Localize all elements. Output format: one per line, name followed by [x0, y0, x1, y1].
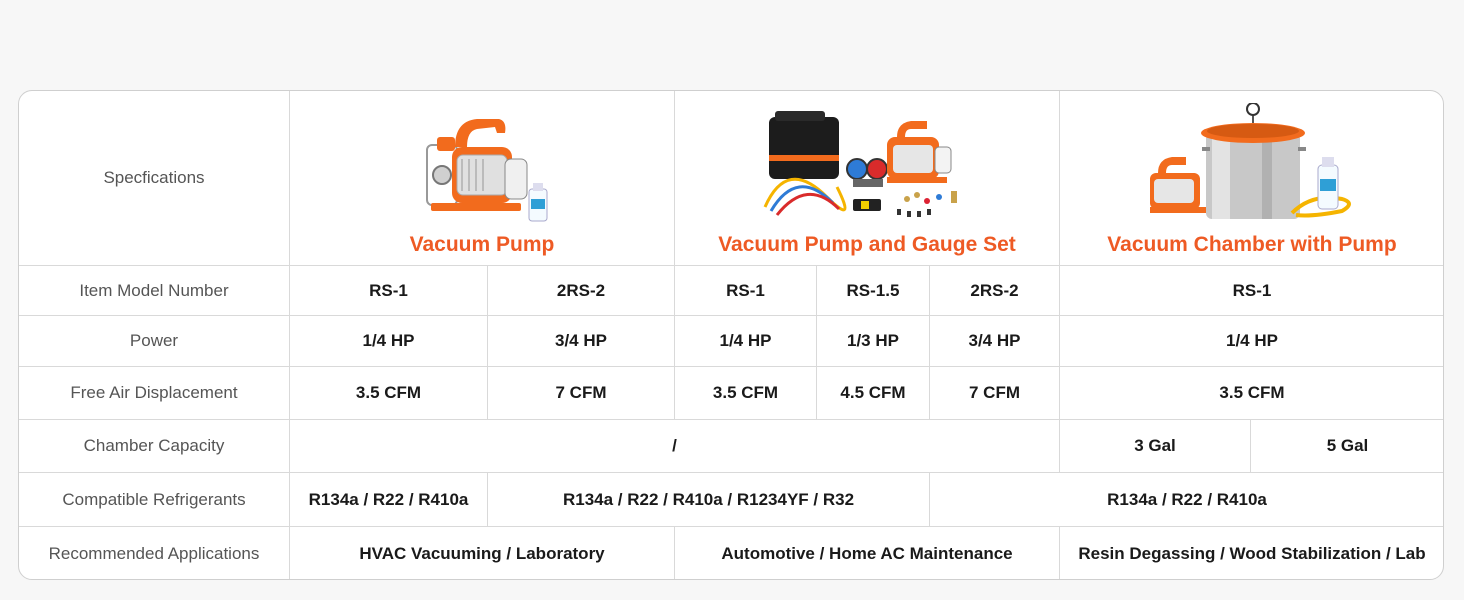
applications-value: Automotive / Home AC Maintenance — [675, 527, 1060, 580]
model-value: 2RS-2 — [930, 266, 1060, 316]
displacement-value: 7 CFM — [488, 367, 675, 420]
displacement-value: 7 CFM — [930, 367, 1060, 420]
specs-header-label: Specfications — [19, 91, 290, 266]
row-label-power: Power — [19, 316, 290, 367]
vacuum-chamber-image — [1142, 103, 1362, 227]
vacuum-pump-image — [407, 103, 557, 227]
comparison-table — [18, 90, 1444, 580]
displacement-value: 4.5 CFM — [817, 367, 930, 420]
refrigerants-value: R134a / R22 / R410a / R1234YF / R32 — [488, 473, 930, 527]
power-value: 1/3 HP — [817, 316, 930, 367]
model-value: RS-1 — [675, 266, 817, 316]
model-value: RS-1.5 — [817, 266, 930, 316]
product-title: Vacuum Pump — [409, 233, 555, 256]
capacity-value: / — [290, 420, 1060, 473]
power-value: 1/4 HP — [1060, 316, 1444, 367]
model-value: 2RS-2 — [488, 266, 675, 316]
refrigerants-value: R134a / R22 / R410a — [930, 473, 1444, 527]
displacement-value: 3.5 CFM — [1060, 367, 1444, 420]
power-value: 1/4 HP — [675, 316, 817, 367]
power-value: 3/4 HP — [930, 316, 1060, 367]
model-value: RS-1 — [1060, 266, 1444, 316]
row-label-applications: Recommended Applications — [19, 527, 290, 580]
capacity-value: 5 Gal — [1251, 420, 1444, 473]
applications-value: Resin Degassing / Wood Stabilization / Lab — [1078, 544, 1426, 563]
product-vacuum-pump-gauge-set — [675, 91, 1060, 266]
row-label-capacity: Chamber Capacity — [19, 420, 290, 473]
row-label-refrigerants: Compatible Refrigerants — [19, 473, 290, 527]
applications-value: HVAC Vacuuming / Laboratory — [290, 527, 675, 580]
row-label-model: Item Model Number — [19, 266, 290, 316]
product-title: Vacuum Pump and Gauge Set — [718, 233, 1016, 256]
model-value: RS-1 — [290, 266, 488, 316]
refrigerants-value: R134a / R22 / R410a — [290, 473, 488, 527]
displacement-value: 3.5 CFM — [290, 367, 488, 420]
power-value: 3/4 HP — [488, 316, 675, 367]
gauge-set-image — [757, 103, 977, 227]
row-label-displacement: Free Air Displacement — [19, 367, 290, 420]
product-title: Vacuum Chamber with Pump — [1107, 233, 1397, 256]
capacity-value: 3 Gal — [1060, 420, 1251, 473]
displacement-value: 3.5 CFM — [675, 367, 817, 420]
product-vacuum-pump — [290, 91, 675, 266]
power-value: 1/4 HP — [290, 316, 488, 367]
product-vacuum-chamber — [1060, 91, 1444, 266]
